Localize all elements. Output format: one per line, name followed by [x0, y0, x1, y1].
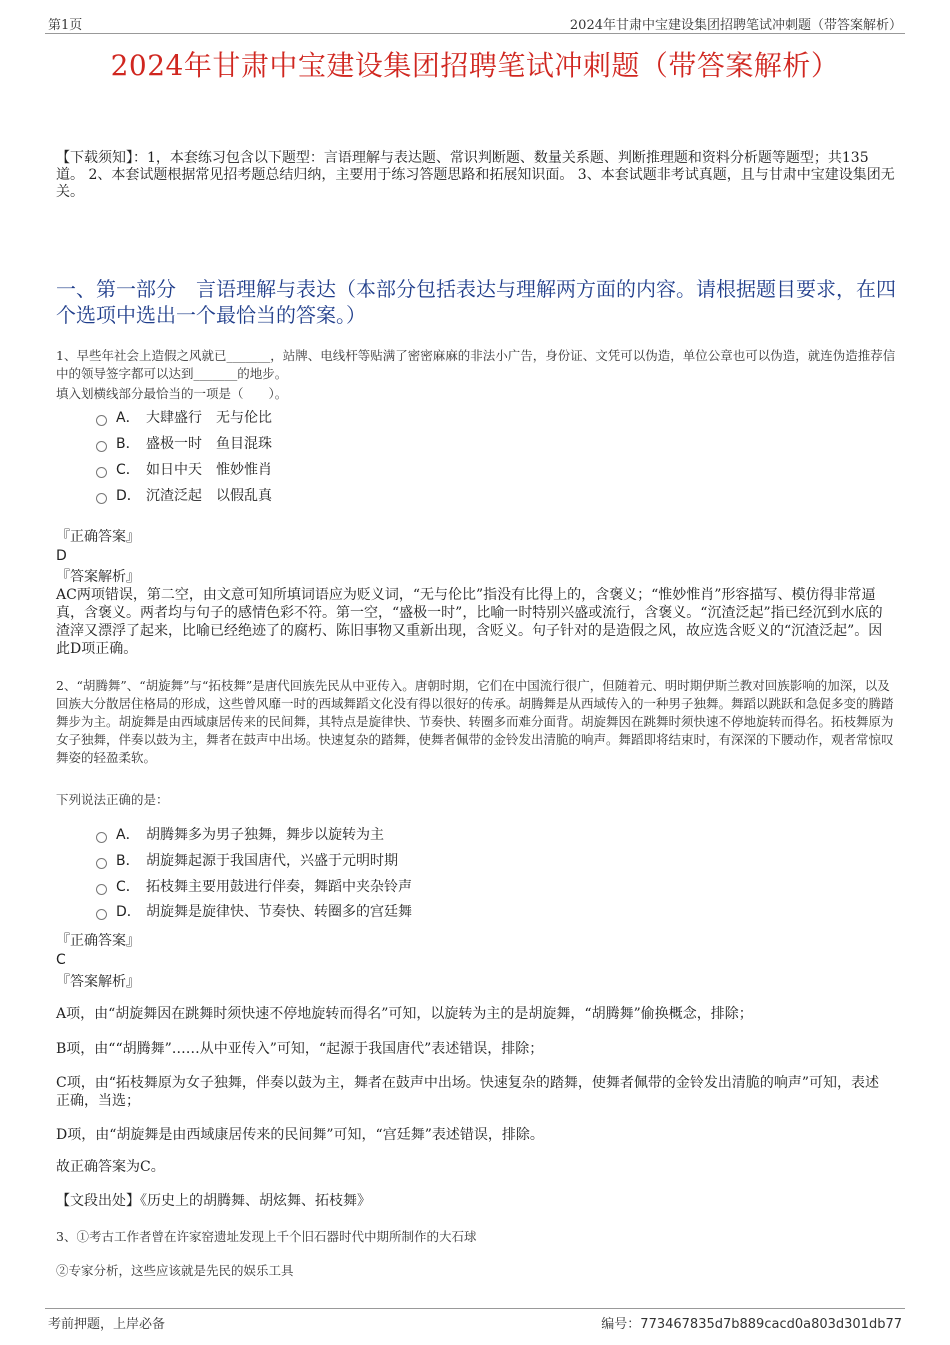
question-2-answer-label: 『正确答案』 [56, 933, 140, 949]
radio-icon[interactable] [96, 884, 107, 895]
question-1-prompt: 填入划横线部分最恰当的一项是（ ）。 [56, 386, 288, 401]
radio-icon[interactable] [96, 909, 107, 920]
question-2-source: 【文段出处】《历史上的胡腾舞、胡炫舞、拓枝舞》 [56, 1193, 371, 1209]
question-2-answer: C [56, 952, 66, 968]
radio-icon[interactable] [96, 441, 107, 452]
question-2-analysis-b: B项，由““胡腾舞”……从中亚传入”可知，“起源于我国唐代”表述错误，排除； [56, 1041, 544, 1057]
question-2-option-d[interactable]: D． 胡旋舞是旋律快、节奏快、转圈多的宫廷舞 [96, 902, 412, 922]
question-2-option-c[interactable]: C． 拓枝舞主要用鼓进行伴奏，舞蹈中夹杂铃声 [96, 877, 412, 897]
header-divider [45, 33, 905, 34]
question-1-stem: 1、早些年社会上造假之风就已_______，站牌、电线杆等贴满了密密麻麻的非法小广告，身份证、文凭可以伪造，单位公章也可以伪造，就连伪造推荐信中的领导签字都可以达到_______的地步。 [56, 348, 896, 381]
question-2-prompt: 下列说法正确的是： [56, 792, 169, 807]
radio-icon[interactable] [96, 415, 107, 426]
footer-code-label: 编号： [601, 1317, 641, 1332]
question-2-analysis-label: 『答案解析』 [56, 974, 140, 990]
question-2-analysis-a: A项，由“胡旋舞因在跳舞时须快速不停地旋转而得名”可知，以旋转为主的是胡旋舞，“胡腾舞”偷换概念，排除； [56, 1006, 753, 1022]
download-notice: 【下载须知】：1，本套练习包含以下题型：言语理解与表达题、常识判断题、数量关系题、判断推理题和资料分析题等题型；共135道。 2、本套试题根据常见招考题总结归纳，主要用于练习答题思路和拓展知识面。 3、本套试题非考试真题，且与甘肃中宝建设集团无关。 [56, 150, 895, 200]
question-2-conclusion: 故正确答案为C。 [56, 1159, 165, 1175]
question-1-option-b[interactable]: B． 盛极一时 鱼目混珠 [96, 434, 272, 454]
page-number: 第1页 [48, 18, 83, 33]
section-heading: 一、第一部分 言语理解与表达（本部分包括表达与理解两方面的内容。请根据题目要求，在四个选项中选出一个最恰当的答案。） [56, 277, 896, 327]
question-2-analysis-d: D项，由“胡旋舞是由西域康居传来的民间舞”可知，“宫廷舞”表述错误，排除。 [56, 1127, 544, 1143]
question-1-option-a[interactable]: A． 大肆盛行 无与伦比 [96, 408, 272, 428]
radio-icon[interactable] [96, 832, 107, 843]
footer-code [601, 1313, 902, 1332]
question-3-line-1: 3、①考古工作者曾在许家窑遗址发现上千个旧石器时代中期所制作的大石球 [56, 1229, 477, 1244]
question-1-option-d[interactable]: D． 沉渣泛起 以假乱真 [96, 486, 272, 506]
question-2-option-b[interactable]: B． 胡旋舞起源于我国唐代，兴盛于元明时期 [96, 851, 398, 871]
question-1-option-c[interactable]: C． 如日中天 惟妙惟肖 [96, 460, 272, 480]
question-1-answer-label: 『正确答案』 [56, 529, 140, 545]
question-1-answer: D [56, 548, 67, 564]
question-3-line-2: ②专家分析，这些应该就是先民的娱乐工具 [56, 1263, 294, 1278]
page-title: 2024年甘肃中宝建设集团招聘笔试冲刺题（带答案解析） [110, 49, 840, 82]
header-doc-title: 2024年甘肃中宝建设集团招聘笔试冲刺题（带答案解析） [569, 18, 902, 33]
question-1-analysis-label: 『答案解析』 [56, 569, 140, 585]
footer-code-value: 773467835d7b889cacd0a803d301db77 [640, 1317, 902, 1332]
question-2-stem: 2、“胡腾舞”、“胡旋舞”与“拓枝舞”是唐代回族先民从中亚传入。唐朝时期，它们在中国流行很广，但随着元、明时期伊斯兰教对回族影响的加深，以及回族大分散居住格局的形成，这些曾风靡一时的西域舞蹈文化没有得以很好的传承。胡腾舞是从西域传入的一种男子独舞。舞蹈以跳跃和急促多变的腾踏舞步为主。胡旋舞是由西域康居传来的民间舞，其特点是旋律快、节奏快、转圈多而难分面背。胡旋舞因在跳舞时须快速不停地旋转而得名。拓枝舞原为女子独舞，伴奏以鼓为主，舞者在鼓声中出场。快速复杂的踏舞，使舞者佩带的金铃发出清脆的响声。舞蹈即将结束时，有深深的下腰动作，观者常惊叹舞姿的轻盈柔软。 [56, 678, 894, 765]
question-1-analysis: AC两项错误，第二空，由文意可知所填词语应为贬义词，“无与伦比”指没有比得上的，含褒义；“惟妙惟肖”形容描写、模仿得非常逼真，含褒义。两者均与句子的感情色彩不符。第一空，“盛极一时”，比喻一时特别兴盛或流行，含褒义。“沉渣泛起”指已经沉到水底的渣滓又漂浮了起来，比喻已经绝迹了的腐朽、陈旧事物又重新出现，含贬义。句子针对的是造假之风，故应选含贬义的“沉渣泛起”。因此D项正确。 [56, 587, 883, 657]
footer-divider [45, 1308, 905, 1309]
radio-icon[interactable] [96, 493, 107, 504]
radio-icon[interactable] [96, 467, 107, 478]
footer-slogan: 考前押题，上岸必备 [48, 1317, 166, 1332]
question-2-analysis-c: C项，由“拓枝舞原为女子独舞，伴奏以鼓为主，舞者在鼓声中出场。快速复杂的踏舞，使舞者佩带的金铃发出清脆的响声”可知，表述正确，当选； [56, 1075, 880, 1109]
radio-icon[interactable] [96, 858, 107, 869]
question-2-option-a[interactable]: A． 胡腾舞多为男子独舞，舞步以旋转为主 [96, 825, 384, 845]
